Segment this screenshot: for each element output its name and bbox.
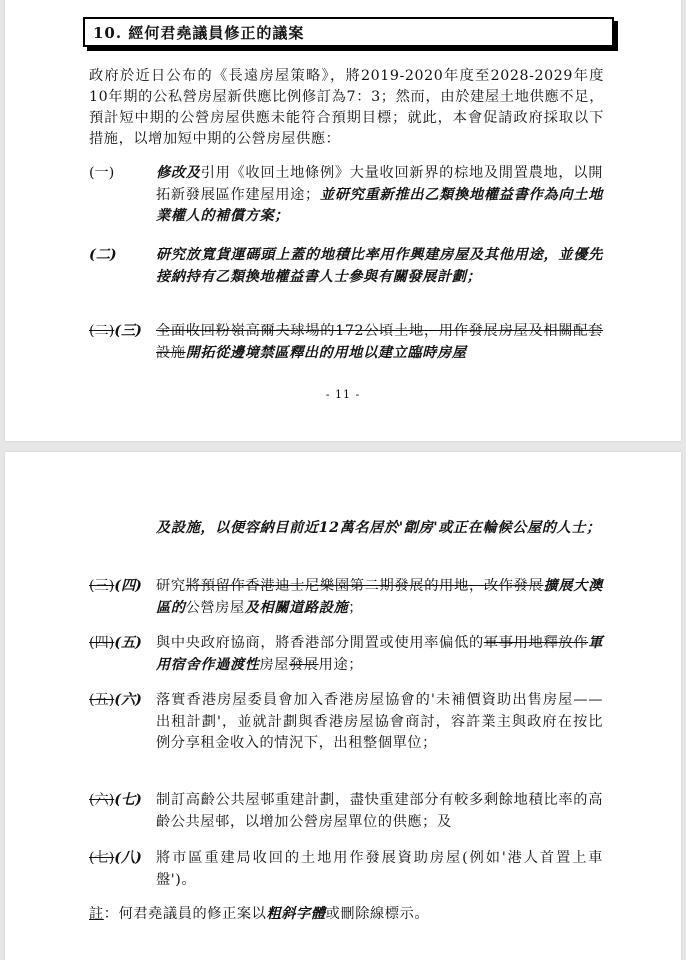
item-label-1: (一) [89,165,115,181]
document-page-2 [5,452,681,960]
footnote [89,904,604,925]
item5-plain-2: 房屋 [259,656,290,673]
list-item-1 [156,163,603,228]
item-label-5 [89,633,151,654]
item4-label-new: (四) [114,578,142,594]
item-label-8 [89,848,151,869]
list-item-3 [156,321,603,364]
item5-plain-3: 用途； [318,656,364,673]
item3-continuation-text: 及設施，以便容納目前近12萬名居於'劏房'或正在輪候公屋的人士； [156,520,601,536]
item1-bold-1: 修改及 [156,165,201,181]
list-item-6: 落實香港房屋委員會加入香港房屋協會的'未補價資助出售房屋——出租計劃'，並就計劃與香港房屋協會商討，容許業主與政府在按比例分享租金收入的情況下，出租整個單位； [156,692,603,751]
item6-label-deleted: (五) [89,692,115,708]
item-label-3 [89,321,151,342]
item4-bold-1: 擴展大澳區的 [156,578,603,616]
motion-title: 10. 經何君堯議員修正的議案 [93,24,305,42]
item4-plain-1: 研究 [156,578,186,594]
item5-bold: 軍用宿舍作過渡性 [156,635,603,673]
list-item-2 [156,245,603,288]
item5-plain-1: 與中央政府協商，將香港部分閒置或使用率偏低的 [156,635,484,651]
list-item-5 [156,633,603,676]
item4-deleted: 將預留作香港迪士尼樂園第二期發展的用地，改作發展 [185,578,544,594]
item5-deleted-2: 發展 [289,656,319,673]
item8-label-deleted: (七) [89,850,115,866]
item-label-2: (二) [89,247,117,263]
footnote-prefix: 註 [89,906,104,922]
item4-plain-3: ； [348,599,364,616]
item5-deleted-1: 軍事用地釋放作 [483,635,589,651]
footnote-text-1: ：何君堯議員的修正案以 [103,906,267,922]
item4-plain-2: 公營房屋 [185,599,245,616]
intro-paragraph: 政府於近日公布的《長遠房屋策略》，將2019-2020年度至2028-2029年度10年期的公私營房屋新供應比例修訂為7：3；然而，由於建屋土地供應不足，預計短中期的公營房屋供應未能符合預期目標；就此，本會促請政府採取以下措施，以增加短中期的公營房屋供應： [89,68,604,147]
list-item-7: 制訂高齡公共屋邨重建計劃，盡快重建部分有較多剩餘地積比率的高齡公共屋邨，以增加公營房屋單位的供應；及 [156,792,603,830]
item2-bold: 研究放寬貨運碼頭上蓋的地積比率用作興建房屋及其他用途，並優先接納持有乙類換地權益書人士參與有關發展計劃； [156,247,603,285]
item5-label-new: (五) [114,635,142,651]
item-label-6 [89,690,151,711]
item8-label-new: (八) [114,850,142,866]
item1-bold-2: 並研究重新推出乙類換地權益書作為向土地業權人的補償方案； [156,186,603,224]
item-label-7 [89,790,151,811]
item3-bold: 開拓從邊境禁區釋出的用地以建立臨時房屋 [185,344,467,361]
list-item-8: 將市區重建局收回的土地用作發展資助房屋(例如'港人首置上車盤')。 [156,850,603,888]
item3-label-new: (三) [114,323,142,339]
motion-title-box [83,17,614,47]
item3-deleted: 全面收回粉嶺高爾夫球場的172公頃土地，用作發展房屋及相關配套設施 [156,323,603,361]
item3-continuation [156,518,603,540]
item4-label-deleted: (三) [89,578,115,594]
footnote-text-2: 或刪除線標示。 [325,906,430,922]
item5-label-deleted: (四) [89,635,115,651]
item7-label-deleted: (六) [89,792,115,808]
item4-bold-2: 及相關道路設施 [244,599,349,616]
item7-label-new: (七) [114,792,142,808]
footnote-bold: 粗斜字體 [266,906,326,922]
list-item-4 [156,576,603,619]
item3-label-deleted: (二) [89,323,115,339]
item-label-4 [89,576,151,597]
item1-plain-1: 引用《收回土地條例》大量收回新界的棕地及閒置農地，以開拓新發展區作建屋用途； [156,165,603,203]
document-page-1 [5,0,681,441]
item6-label-new: (六) [114,692,142,708]
page-number: - 11 - [325,388,361,401]
